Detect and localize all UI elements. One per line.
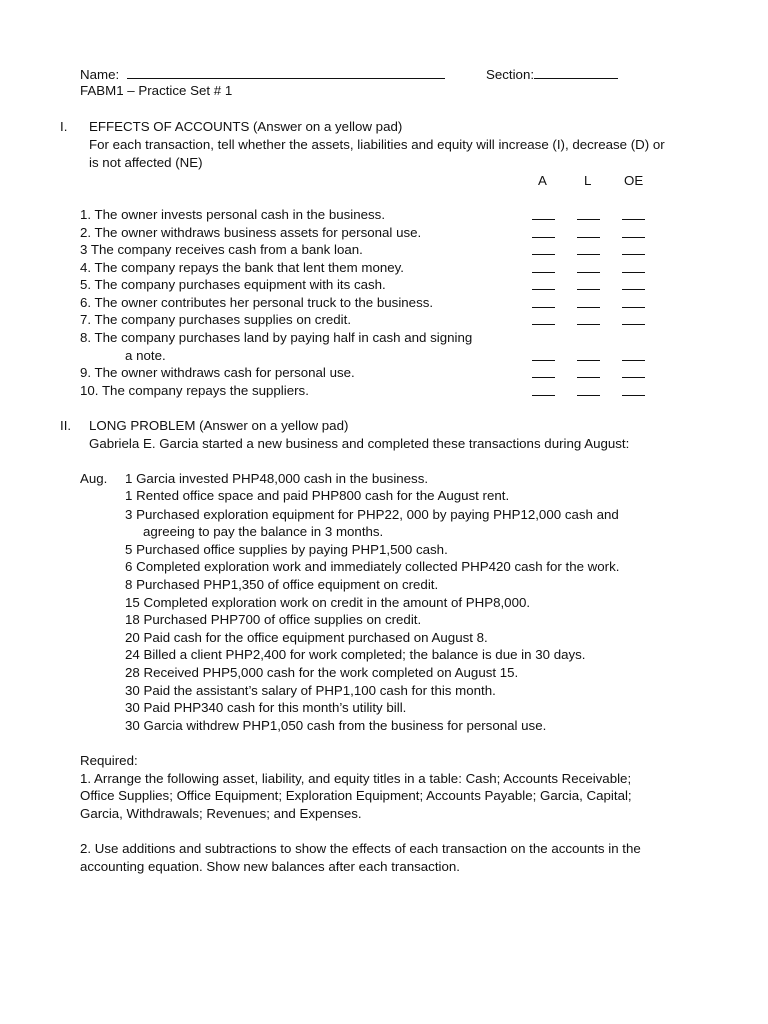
list-item: 15 Completed exploration work on credit in the amount of PHP8,000. <box>125 595 531 610</box>
list-item: 3 Purchased exploration equipment for PHP22, 000 by paying PHP12,000 cash and <box>125 507 619 522</box>
part2-intro: Gabriela E. Garcia started a new business and completed these transactions during August: <box>89 436 630 451</box>
column-header-assets: A <box>538 173 547 188</box>
part2-numeral: II. <box>60 418 72 433</box>
list-item: 8 Purchased PHP1,350 of office equipment on credit. <box>125 577 439 592</box>
answer-blank[interactable] <box>622 324 645 325</box>
list-item: 6. The owner contributes her personal truck to the business. <box>80 295 434 310</box>
part1-instruction-line1: For each transaction, tell whether the assets, liabilities and equity will increase (I), decrease (D) or <box>89 137 665 152</box>
part1-heading: EFFECTS OF ACCOUNTS (Answer on a yellow pad) <box>89 119 403 134</box>
answer-blank[interactable] <box>577 395 600 396</box>
answer-blank[interactable] <box>577 324 600 325</box>
column-header-owners-equity: OE <box>624 173 644 188</box>
answer-blank[interactable] <box>532 360 555 361</box>
answer-blank[interactable] <box>532 377 555 378</box>
requirement-1-line2: Office Supplies; Office Equipment; Exploration Equipment; Accounts Payable; Garcia, Capital; <box>80 788 632 803</box>
answer-blank[interactable] <box>622 254 645 255</box>
list-item: 3 The company receives cash from a bank loan. <box>80 242 363 257</box>
answer-blank[interactable] <box>577 360 600 361</box>
section-blank-line <box>534 65 618 79</box>
list-item: 28 Received PHP5,000 cash for the work completed on August 15. <box>125 665 519 680</box>
answer-blank[interactable] <box>532 272 555 273</box>
answer-blank[interactable] <box>532 254 555 255</box>
answer-blank[interactable] <box>577 377 600 378</box>
list-item: 30 Paid PHP340 cash for this month’s utility bill. <box>125 700 407 715</box>
list-item: 6 Completed exploration work and immediately collected PHP420 cash for the work. <box>125 559 620 574</box>
list-item: 24 Billed a client PHP2,400 for work completed; the balance is due in 30 days. <box>125 647 586 662</box>
answer-blank[interactable] <box>622 377 645 378</box>
list-item: 1 Garcia invested PHP48,000 cash in the business. <box>125 471 429 486</box>
name-label: Name: <box>80 67 120 82</box>
column-header-liabilities: L <box>584 173 592 188</box>
name-field-row <box>80 65 445 83</box>
required-label: Required: <box>80 753 138 768</box>
part1-numeral: I. <box>60 119 68 134</box>
list-item: 2. The owner withdraws business assets for personal use. <box>80 225 422 240</box>
answer-blank[interactable] <box>577 289 600 290</box>
list-item: 18 Purchased PHP700 of office supplies on credit. <box>125 612 422 627</box>
list-item: 4. The company repays the bank that lent them money. <box>80 260 404 275</box>
answer-blank[interactable] <box>622 272 645 273</box>
list-item: 30 Garcia withdrew PHP1,050 cash from the business for personal use. <box>125 718 547 733</box>
list-item-continuation: a note. <box>125 348 166 363</box>
answer-blank[interactable] <box>532 395 555 396</box>
list-item: 10. The company repays the suppliers. <box>80 383 309 398</box>
answer-blank[interactable] <box>622 307 645 308</box>
list-item: 20 Paid cash for the office equipment purchased on August 8. <box>125 630 488 645</box>
list-item: 1. The owner invests personal cash in the business. <box>80 207 386 222</box>
requirement-2-line2: accounting equation. Show new balances after each transaction. <box>80 859 460 874</box>
answer-blank[interactable] <box>622 395 645 396</box>
list-item: 7. The company purchases supplies on credit. <box>80 312 352 327</box>
answer-blank[interactable] <box>577 272 600 273</box>
month-label: Aug. <box>80 471 108 486</box>
part1-instruction-line2: is not affected (NE) <box>89 155 203 170</box>
list-item: 8. The company purchases land by paying half in cash and signing <box>80 330 473 345</box>
answer-blank[interactable] <box>532 237 555 238</box>
answer-blank[interactable] <box>577 219 600 220</box>
list-item-continuation: agreeing to pay the balance in 3 months. <box>143 524 384 539</box>
answer-blank[interactable] <box>577 237 600 238</box>
answer-blank[interactable] <box>622 289 645 290</box>
part2-heading: LONG PROBLEM (Answer on a yellow pad) <box>89 418 349 433</box>
answer-blank[interactable] <box>622 219 645 220</box>
answer-blank[interactable] <box>532 289 555 290</box>
requirement-1-line1: 1. Arrange the following asset, liability, and equity titles in a table: Cash; Accounts Receivable; <box>80 771 632 786</box>
requirement-2-line1: 2. Use additions and subtractions to show the effects of each transaction on the accounts in the <box>80 841 641 856</box>
list-item: 5 Purchased office supplies by paying PHP1,500 cash. <box>125 542 448 557</box>
list-item: 30 Paid the assistant’s salary of PHP1,100 cash for this month. <box>125 683 496 698</box>
requirement-1-line3: Garcia, Withdrawals; Revenues; and Expenses. <box>80 806 362 821</box>
answer-blank[interactable] <box>532 324 555 325</box>
list-item: 5. The company purchases equipment with its cash. <box>80 277 386 292</box>
answer-blank[interactable] <box>532 307 555 308</box>
answer-blank[interactable] <box>622 360 645 361</box>
answer-blank[interactable] <box>577 254 600 255</box>
list-item: 9. The owner withdraws cash for personal use. <box>80 365 355 380</box>
list-item: 1 Rented office space and paid PHP800 cash for the August rent. <box>125 488 510 503</box>
answer-blank[interactable] <box>532 219 555 220</box>
document-title: FABM1 – Practice Set # 1 <box>80 83 233 98</box>
name-blank-line <box>127 65 445 79</box>
section-label: Section: <box>486 67 535 82</box>
answer-blank[interactable] <box>622 237 645 238</box>
answer-blank[interactable] <box>577 307 600 308</box>
section-field-row <box>486 65 618 83</box>
